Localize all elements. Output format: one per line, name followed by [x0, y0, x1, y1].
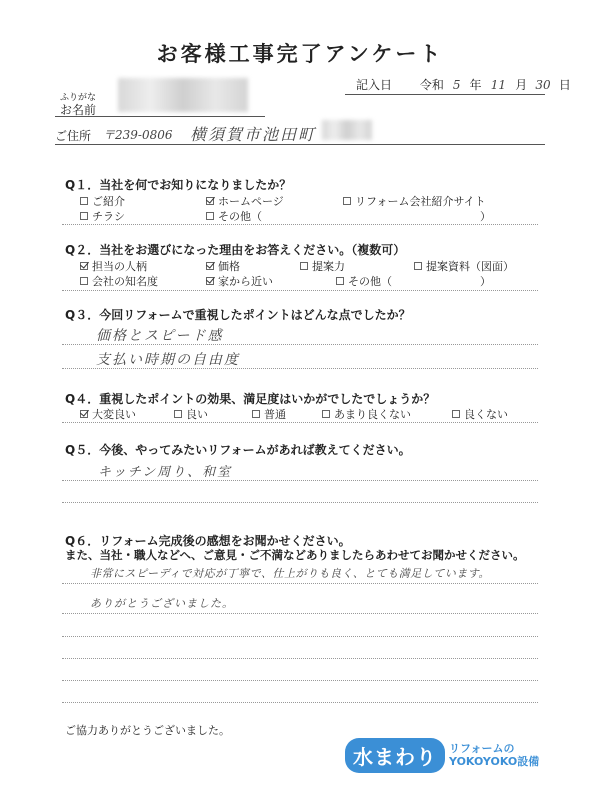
q2-checkbox-5[interactable] — [80, 277, 88, 285]
name-underline — [55, 116, 265, 117]
address-value: 横須賀市池田町 — [190, 125, 317, 144]
q6-line-5 — [62, 680, 538, 681]
q1-option-4[interactable] — [80, 208, 125, 224]
q2-option-2[interactable] — [206, 258, 240, 274]
q4-divider — [62, 422, 538, 423]
q1-checkbox-5[interactable] — [206, 212, 214, 220]
address-label: ご住所 — [55, 129, 92, 143]
q1-option-4-label: チラシ — [92, 210, 125, 223]
q6-line-4 — [62, 658, 538, 659]
q6-answer-2: ありがとうございました。 — [90, 597, 234, 610]
q2-option-6[interactable] — [206, 273, 273, 289]
q2-checkbox-2[interactable] — [206, 262, 214, 270]
q1-question: Q１．当社を何でお知りになりましたか？ — [65, 178, 292, 192]
q1-divider — [62, 224, 538, 225]
q4-checkbox-1[interactable] — [80, 410, 88, 418]
q4-checkbox-2[interactable] — [174, 410, 182, 418]
q2-checkbox-4[interactable] — [414, 262, 422, 270]
date-era: 令和 — [419, 78, 444, 92]
q2-question: Q２．当社をお選びになった理由をお答えください。（複数可） — [65, 243, 406, 257]
q1-checkbox-3[interactable] — [343, 197, 351, 205]
q2-checkbox-3[interactable] — [300, 262, 308, 270]
company-logo — [345, 738, 539, 773]
q2-option-4-label: 提案資料（図面） — [426, 260, 514, 273]
q2-checkbox-7[interactable] — [336, 277, 344, 285]
date-year: 5 — [452, 78, 461, 92]
q1-option-3-label: リフォーム会社紹介サイト — [355, 195, 486, 208]
date-day-unit: 日 — [558, 78, 571, 92]
q2-option-3-label: 提案力 — [312, 260, 345, 273]
q1-checkbox-4[interactable] — [80, 212, 88, 220]
q2-option-6-label: 家から近い — [218, 275, 273, 288]
date-day: 30 — [535, 78, 551, 92]
date-row — [356, 76, 571, 93]
q6-answer-1: 非常にスピーディで対応が丁寧で、仕上がりも良く、とても満足しています。 — [90, 567, 490, 580]
q2-option-5[interactable] — [80, 273, 158, 289]
q2-option-4[interactable] — [414, 258, 514, 274]
q6-line-3 — [62, 636, 538, 637]
q2-checkbox-6[interactable] — [206, 277, 214, 285]
address-underline — [55, 144, 545, 145]
q4-checkbox-3[interactable] — [252, 410, 260, 418]
q1-checkbox-1[interactable] — [80, 197, 88, 205]
date-year-unit: 年 — [469, 78, 482, 92]
q1-option-5-label: その他（ — [218, 210, 262, 223]
q3-line-2 — [62, 368, 538, 369]
q5-question: Q５．今後、やってみたいリフォームがあれば教えてください。 — [65, 443, 411, 457]
logo-sub-text-1: リフォームの — [449, 741, 515, 755]
q6-question: Q６．リフォーム完成後の感想をお聞かせください。 — [65, 534, 351, 548]
q2-option-5-label: 会社の知名度 — [92, 275, 158, 288]
furigana-label: ふりがな — [60, 93, 97, 103]
q1-option-5[interactable] — [206, 208, 262, 224]
q3-answer-1: 価格とスピード感 — [96, 328, 224, 344]
q6-line-1 — [62, 583, 538, 584]
q4-option-4-label: あまり良くない — [334, 408, 411, 421]
q4-option-2[interactable] — [174, 406, 208, 422]
q4-option-1-label: 大変良い — [92, 408, 136, 421]
q2-option-1[interactable] — [80, 258, 147, 274]
q1-option-3[interactable] — [343, 193, 486, 209]
q4-option-1[interactable] — [80, 406, 136, 422]
date-month: 11 — [490, 78, 506, 92]
q1-checkbox-2[interactable] — [206, 197, 214, 205]
q3-line-1 — [62, 344, 538, 345]
q1-option-1-label: ご紹介 — [92, 195, 125, 208]
postal-code: 〒239-0806 — [103, 128, 173, 142]
q4-option-3[interactable] — [252, 406, 286, 422]
q2-checkbox-1[interactable] — [80, 262, 88, 270]
q1-option-1[interactable] — [80, 193, 125, 209]
q2-option-1-label: 担当の人柄 — [92, 260, 147, 273]
q4-option-4[interactable] — [322, 406, 411, 422]
q1-close-paren: ） — [480, 210, 491, 223]
thanks-text: ご協力ありがとうございました。 — [65, 724, 230, 737]
name-label: お名前 — [60, 103, 97, 117]
q6-line-2 — [62, 613, 538, 614]
q2-divider — [62, 290, 538, 291]
name-redacted — [118, 78, 248, 112]
logo-main-text: 水まわり — [345, 738, 445, 773]
q6-line-6 — [62, 702, 538, 703]
q4-option-2-label: 良い — [186, 408, 208, 421]
q4-checkbox-4[interactable] — [322, 410, 330, 418]
date-label: 記入日 — [356, 78, 393, 92]
q1-option-2[interactable] — [206, 193, 284, 209]
logo-sub-text-2: YOKOYOKO設備 — [449, 754, 540, 768]
q5-line-2 — [62, 502, 538, 503]
address-redacted — [322, 120, 372, 140]
q2-option-3[interactable] — [300, 258, 345, 274]
q6-question-2: また、当社・職人などへ、ご意見・ご不満などありましたらあわせてお聞かせください。 — [65, 548, 525, 562]
survey-title: お客様工事完了アンケート — [156, 42, 444, 66]
q2-option-7[interactable] — [336, 273, 392, 289]
q5-line-1 — [62, 480, 538, 481]
q4-option-5[interactable] — [452, 406, 508, 422]
logo-sub — [449, 743, 539, 768]
q1-option-2-label: ホームページ — [218, 195, 284, 208]
date-month-unit: 月 — [515, 78, 528, 92]
date-underline — [345, 94, 545, 95]
q3-question: Q３．今回リフォームで重視したポイントはどんな点でしたか？ — [65, 308, 411, 322]
q4-checkbox-5[interactable] — [452, 410, 460, 418]
q2-option-7-label: その他（ — [348, 275, 392, 288]
q3-answer-2: 支払い時期の自由度 — [96, 352, 240, 368]
q4-option-3-label: 普通 — [264, 408, 286, 421]
q4-option-5-label: 良くない — [464, 408, 508, 421]
q2-close-paren: ） — [480, 275, 491, 288]
q4-question: Q４．重視したポイントの効果、満足度はいかがでしたでしょうか？ — [65, 392, 436, 406]
q5-answer-1: キッチン周り、和室 — [98, 465, 233, 480]
q2-option-2-label: 価格 — [218, 260, 240, 273]
